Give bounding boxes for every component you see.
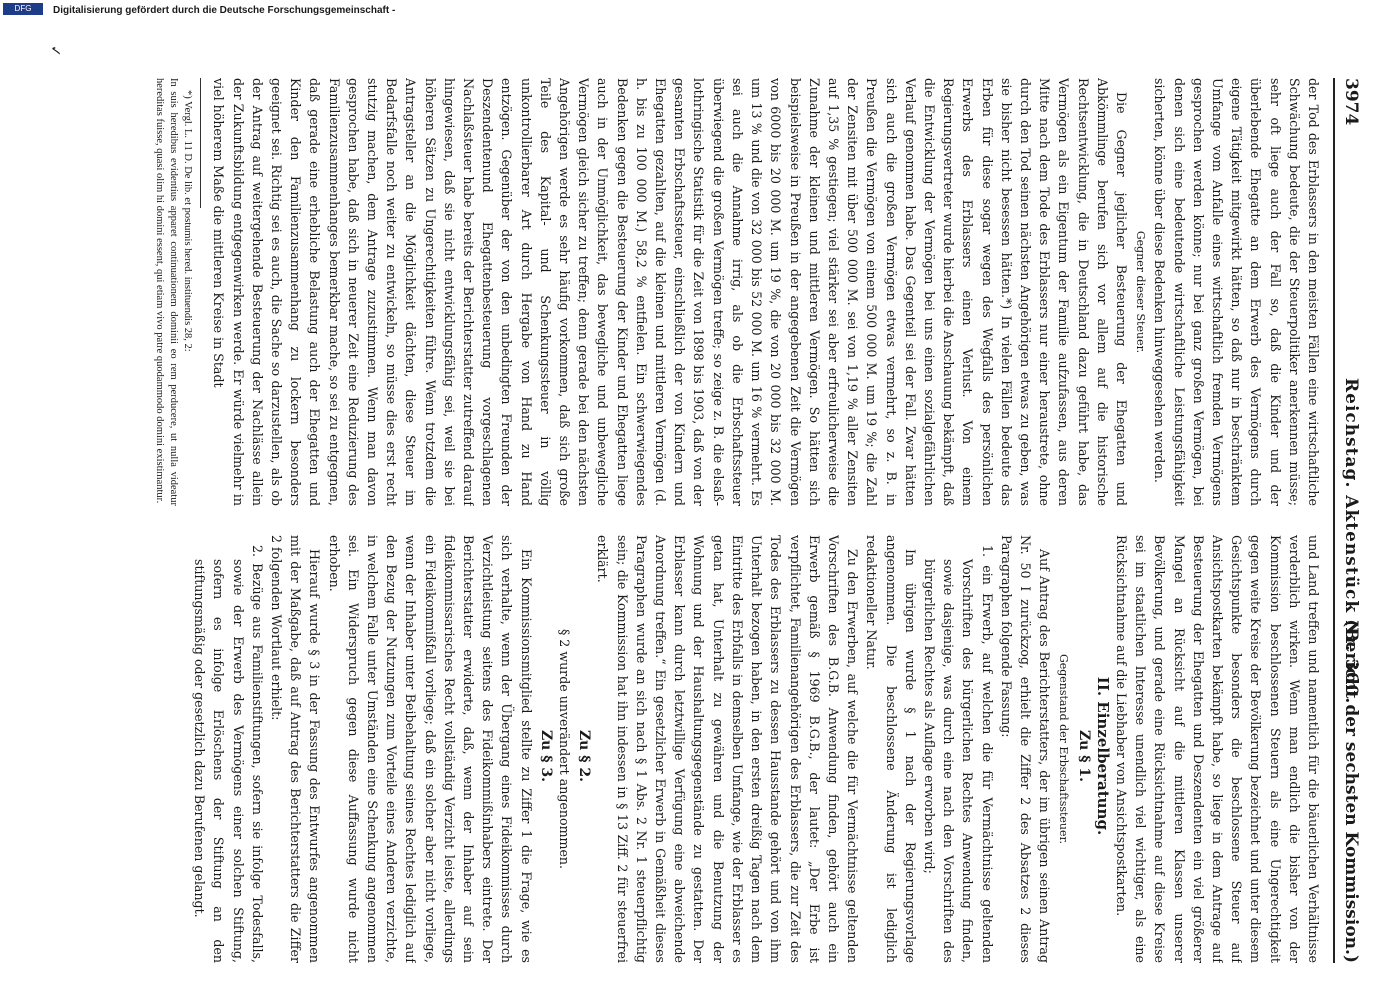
- paragraph: Hierauf wurde § 3 in der Fassung des Entwurfes angenommen mit der Maßgabe, daß auf Antrag des Berichterstatters die Ziffer 2 folgenden Wortlaut erhielt:: [269, 535, 323, 963]
- right-column: [63, 535, 1323, 963]
- footnote-rule: [200, 78, 201, 208]
- page-subtitle: (Bericht der sechsten Kommission.): [1341, 619, 1361, 963]
- subsection-heading: Zu § 3.: [537, 729, 554, 783]
- paragraph: Auf Antrag des Berichterstatters, der im übrigen seinen Antrag Nr. 50 I zurückzog, erhielt die Ziffer 2 des Absatzes 2 dieses Paragraphen folgende Fassung:: [998, 535, 1053, 963]
- paragraph: und Land treffen und namentlich für die bäuerlichen Verhältnisse verderblich wirken. Wenn man endlich die bisher von der Kommission beschlossenen Steuern als eine Ungerechtigkeit gegen weite Kreise der Bevölkerung bezeichnet und unter diesem Gesichtspunkte besonders die beschlossene Steuer auf Ansichtspostkarten bekämpft habe, so liege in dem Antrage auf Besteuerung der Ehegatten und Deszendenten ein viel größerer Mangel an Rücksicht auf die mittleren Klassen unserer Bevölkerung, und gerade eine Rücksichtnahme auf diese Kreise sei im staatlichen Interesse unendlich viel wichtiger, als eine Rücksichtnahme auf die Liebhaber von Ansichtspostkarten.: [1113, 535, 1321, 963]
- footnote: [152, 78, 194, 506]
- paragraph: der Tod des Erblassers in den meisten Fällen eine wirtschaftliche Schwächung bedeute, die der Steuerpolitiker anerkennen müsse; sehr oft liege auch der Fall so, daß die Kinder und der überlebende Ehegatte an dem Erwerb des Vermögens durch eigene Tätigkeit mitgewirkt hätten, so daß nur in beschränktem Umfange vom Anfalle eines wirtschaftlich fremden Vermögens gesprochen werden könne; nur bei ganz großen Vermögen, bei denen sich eine bedeutende wirtschaftliche Leistungsfähigkeit sicherten, könne über diese Bedenken hinweggesehen werden.: [1152, 78, 1321, 506]
- list-item: 1. ein Erwerb, auf welchen die für Vermächtnisse geltenden Vorschriften des bürgerlichen Rechtes Anwendung finden, sowie dasjenige, was durch eine nach den Vorschriften des bürgerlichen Rechtes als Auflage erworben wird;: [921, 545, 995, 963]
- footnote-reference: *) Vergl. L. 11 D. De lib. et postumis hered. instituendis 28, 2:: [182, 90, 194, 352]
- paragraph: Ein Kommissionsmitglied stellte zu Ziffer 1 die Frage, wie es sich verhalte, wenn der Übergang eines Fideikommisses durch Verzichtleistung seitens des Fideikommißinhabers eintrete. Der Berichterstatter erwiderte, daß, wenn der Inhaber auf sein fideikommissarisches Recht vollständig Verzicht leiste, allerdings ein Fideikommißfall vorliege; daß ein solcher aber nicht vorliege, wenn der Inhaber unter Beibehaltung seines Rechtes lediglich auf den Bezug der Nutzungen zum Vorteile eines Anderen verzichte, in welchem Falle unter Umständen eine Schenkung angenommen sei. Ein Widerspruch gegen diese Auffassung wurde nicht erhoben.: [326, 535, 534, 963]
- page-title: Reichstag. Aktenstück Nr. 360.: [1341, 378, 1361, 705]
- paragraph: Im übrigen wurde § 1 nach der Regierungsvorlage angenommen. Die beschlossene Änderung ist lediglich redaktioneller Natur.: [864, 535, 918, 963]
- dfg-logo: DFG: [3, 3, 43, 15]
- footnote-text: In suis heredibus evidentius apparet continuationem dominii eo rem perducere, ut nulla videatur hereditas fuisse, quasi olim hi domini essent, qui etiam vivo patre quodammodo domini existimantur.: [154, 78, 180, 506]
- page-header: [1333, 78, 1363, 963]
- digitization-credit: Digitalisierung gefördert durch die Deutsche Forschungsgemeinschaft -: [53, 5, 396, 16]
- paragraph: § 2 wurde unverändert angenommen.: [557, 628, 573, 870]
- page-number: 3974: [1341, 78, 1361, 126]
- subsection-heading: Zu § 2.: [576, 729, 593, 783]
- subsection-subtitle: Gegenstand der Erbschaftssteuer.: [1057, 653, 1071, 845]
- paragraph: Zu den Erwerben, auf welche die für Vermächtnisse geltenden Vorschriften des B.G.B. Anwendung finden, gehört auch ein Erwerb gemäß § 1969 B.G.B., der lautet: „Der Erbe ist verpflichtet, Familienangehörigen des Erblassers, die zur Zeit des Todes des Erblassers zu dessen Hausstande gehört und von ihm Unterhalt bezogen haben, in den ersten dreißig Tagen nach dem Eintritte des Erbfalls in demselben Umfange, wie der Erblasser es getan hat, Unterhalt zu gewähren und die Benutzung der Wohnung und der Haushaltungsgegenstände zu gestatten. Der Erblasser kann durch letztwillige Verfügung eine abweichende Anordnung treffen.“ Ein gesetzlicher Erwerb in Gemäßheit dieses Paragraphen wurde an sich nach § 1 Abs. 2 Nr. 1 steuerpflichtig sein; die Kommission hat ihn indessen in § 13 Ziff. 2 für steuerfrei erklärt.: [595, 535, 861, 963]
- margin-mark-icon: ✓: [47, 45, 63, 57]
- subheading: Gegner dieser Steuer.: [1134, 230, 1148, 354]
- paragraph: Die Gegner jeglicher Besteuerung der Ehegatten und Abkömmlinge berufen sich vor allem auf die historische Rechtsentwicklung, die in Deutschland dazu geführt habe, das Vermögen als ein Eigentum der Familie aufzufassen, aus deren Mitte nach dem Tode des Erblassers nur einer heraustrete, ohne durch den Tod seinen nächsten Angehörigen etwas zu geben, was sie bisher nicht besessen hätten.*) In vielen Fällen bedeute das Erben für diese sogar wegen des Wegfalls des persönlichen Erwerbs des Erblassers einen Verlust. Von einem Regierungsvertreter wurde hierbei die Anschauung bekämpft, daß die Entwicklung der Vermögen bei uns einen sozialgefährlichen Verlauf genommen habe. Das Gegenteil sei der Fall. Zwar hätten sich auch die großen Vermögen etwas vermehrt, so z. B. in Preußen die Vermögen von einem 500 000 M. um 19 %; die Zahl der Zensiten mit über 500 000 M. sei von 1,19 % aller Zensiten auf 1,35 % gestiegen; viel stärker sei aber erfreulicherweise die Zunahme der kleinen und mittleren Vermögen. So hätten sich beispielsweise in Preußen in der angegebenen Zeit die Vermögen von 6000 bis 20 000 M. um 19 %, die von 20 000 bis 32 000 M. um 13 % und die von 32 000 bis 52 000 M. um 16 % vermehrt. Es sei auch die Annahme irrig, als ob die Erbschaftssteuer überwiegend die großen Vermögen treffe; so zeige z. B. die elsaß-lothringische Statistik für die Zeit von 1898 bis 1903, daß von der gesamten Erbschaftssteuer, einschließlich der von Kindern und Ehegatten gezahlten, auf die kleinen und mittleren Vermögen (d. h. bis zu 100 000 M.) 58,2 % entfielen. Ein schwerwiegendes Bedenken gegen die Besteuerung der Kinder und Ehegatten liege auch in der Unmöglichkeit, das bewegliche und unbewegliche Vermögen gleich sicher zu treffen; denn gerade bei den nächsten Angehörigen werde es sehr häufig vorkommen, daß sich große Teile des Kapital- und Schenkungssteuer in völlig unkontrollierbarer Art durch Hergabe von Hand zu Hand entzögen. Gegenüber der von den unbedingten Freunden der Deszendentenund Ehegattenbesteuerung vorgeschlagenen Nachlaßsteuer habe bereits der Berichterstatter zutreffend darauf hingewiesen, daß sie nicht entwicklungsfähig sei, weil sie bei höheren Sätzen zu Ungerechtigkeiten führe. Wenn trotzdem die Antragsteller an die Möglichkeit dächten, diese Steuer im Bedarfsfalle noch weiter zu entwickeln, so müsse dies erst recht stutzig machen, dem Antrage zuzustimmen. Wenn man davon gesprochen habe, daß sich in neuerer Zeit eine Reduzierung des Familienzusammenhanges bemerkbar mache, so sei zu entgegnen, daß gerade eine erhebliche Belastung auch der Ehegatten und Kinder den Familienzusammenhang zu lockern besonders geeignet sei. Richtig sei es auch, die Sache so darzustellen, als ob der Antrag auf weitergehende Besteuerung der Nachlässe allein der Zukunftsbildung entgegenwirken werde. Er würde vielmehr in viel höherem Maße die mittleren Kreise in Stadt: [211, 78, 1129, 506]
- section-heading: II. Einzelberatung.: [1093, 676, 1112, 836]
- subsection-heading: Zu § 1.: [1075, 729, 1092, 783]
- list-item: 2. Bezüge aus Familienstiftungen, sofern sie infolge Todesfalls, sowie der Erwerb des Vermögens einer solchen Stiftung, sofern es infolge Erlöschens der Stiftung an den stiftungsmäßig oder gesetzlich dazu Berufenen gelangt.: [192, 545, 265, 963]
- left-column: [63, 78, 1323, 506]
